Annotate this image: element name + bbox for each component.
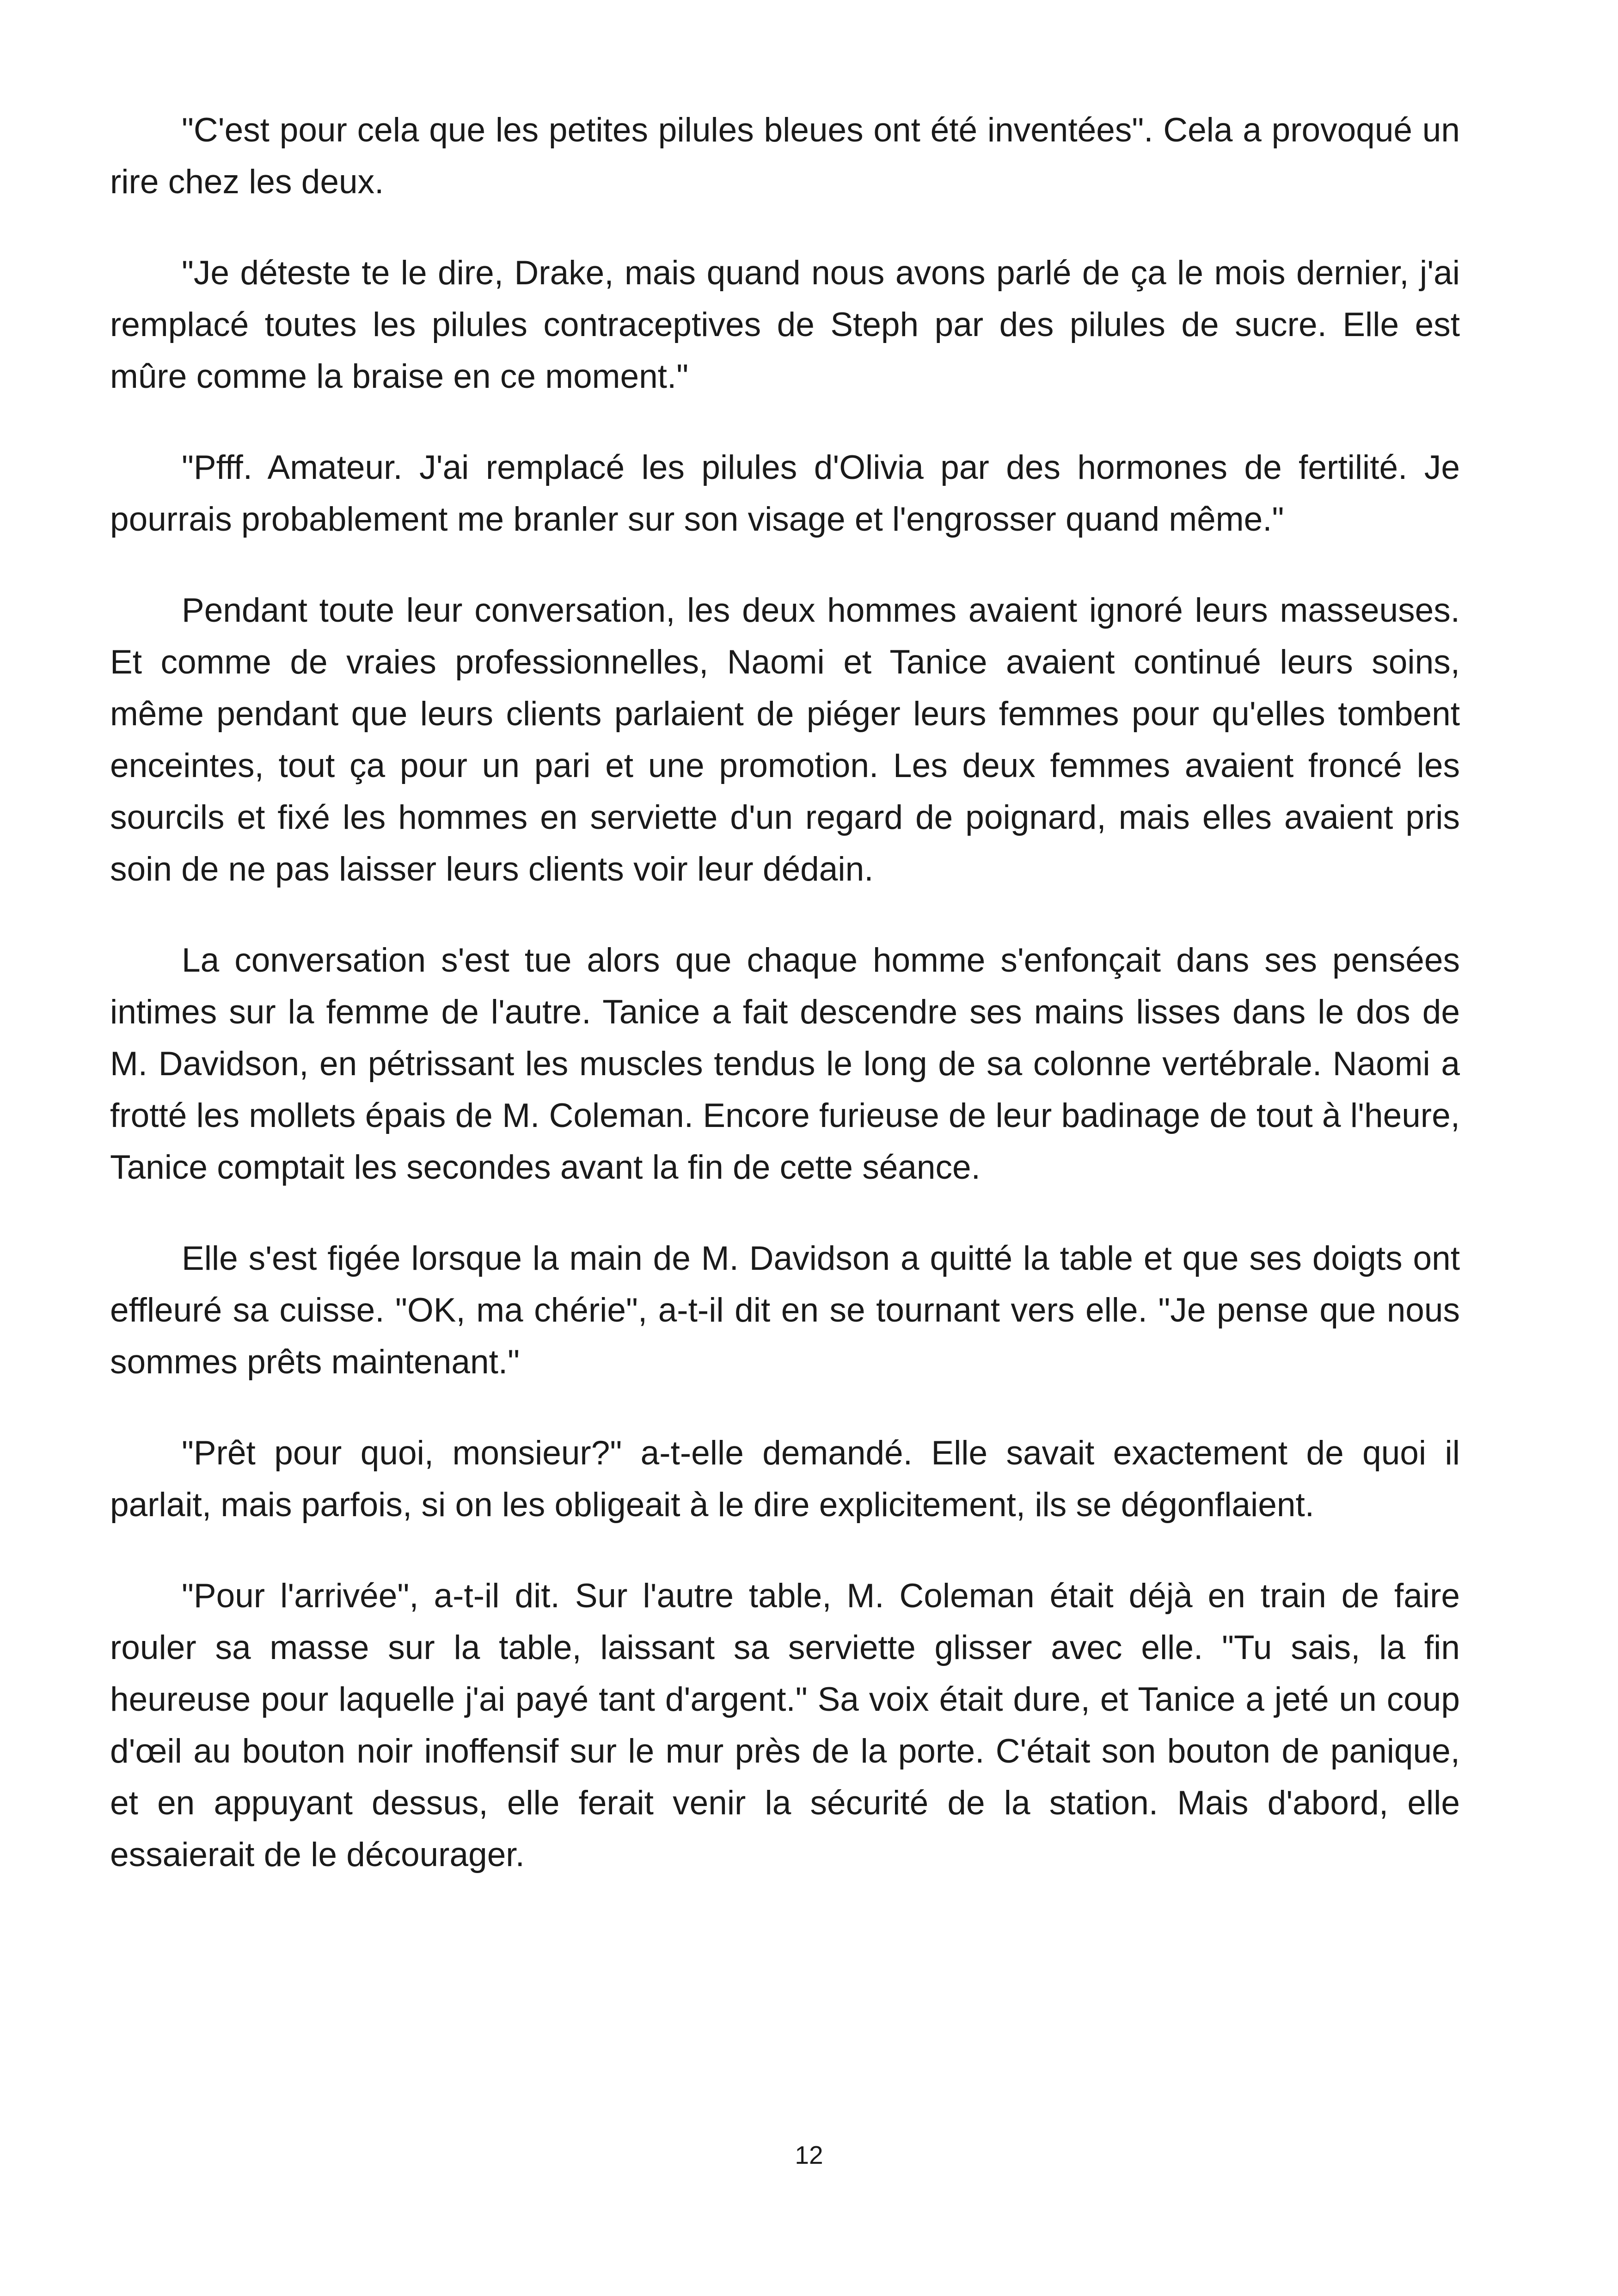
paragraph: Elle s'est figée lorsque la main de M. Davidson a quitté la table et que ses doigts ont effleuré sa cuisse. "OK, ma chérie", a-t-il dit en se tournant vers elle. "Je pense que nous sommes prêts maintenant." <box>110 1240 1460 1381</box>
paragraph: "C'est pour cela que les petites pilules bleues ont été inventées". Cela a provoqué un rire chez les deux. <box>110 111 1460 201</box>
paragraph: Pendant toute leur conversation, les deux hommes avaient ignoré leurs masseuses. Et comme de vraies professionnelles, Naomi et Tanice avaient continué leurs soins, même pendant que leurs clients parlaient de piéger leurs femmes pour qu'elles tombent enceintes, tout ça pour un pari et une promotion. Les deux femmes avaient froncé les sourcils et fixé les hommes en serviette d'un regard de poignard, mais elles avaient pris soin de ne pas laisser leurs clients voir leur dédain. <box>110 592 1460 888</box>
paragraph: "Pfff. Amateur. J'ai remplacé les pilules d'Olivia par des hormones de fertilité. Je pourrais probablement me branler sur son visage et l'engrosser quand même." <box>110 449 1460 538</box>
page-number: 12 <box>795 2141 823 2169</box>
body-text <box>110 104 1460 1920</box>
paragraph: "Je déteste te le dire, Drake, mais quand nous avons parlé de ça le mois dernier, j'ai remplacé toutes les pilules contraceptives de Steph par des pilules de sucre. Elle est mûre comme la braise en ce moment." <box>110 254 1460 395</box>
paragraph: "Pour l'arrivée", a-t-il dit. Sur l'autre table, M. Coleman était déjà en train de faire rouler sa masse sur la table, laissant sa serviette glisser avec elle. "Tu sais, la fin heureuse pour laquelle j'ai payé tant d'argent." Sa voix était dure, et Tanice a jeté un coup d'œil au bouton noir inoffensif sur le mur près de la porte. C'était son bouton de panique, et en appuyant dessus, elle ferait venir la sécurité de la station. Mais d'abord, elle essaierait de le décourager. <box>110 1577 1460 1874</box>
paragraph: La conversation s'est tue alors que chaque homme s'enfonçait dans ses pensées intimes sur la femme de l'autre. Tanice a fait descendre ses mains lisses dans le dos de M. Davidson, en pétrissant les muscles tendus le long de sa colonne vertébrale. Naomi a frotté les mollets épais de M. Coleman. Encore furieuse de leur badinage de tout à l'heure, Tanice comptait les secondes avant la fin de cette séance. <box>110 942 1460 1186</box>
paragraph: "Prêt pour quoi, monsieur?" a-t-elle demandé. Elle savait exactement de quoi il parlait, mais parfois, si on les obligeait à le dire explicitement, ils se dégonflaient. <box>110 1434 1460 1524</box>
